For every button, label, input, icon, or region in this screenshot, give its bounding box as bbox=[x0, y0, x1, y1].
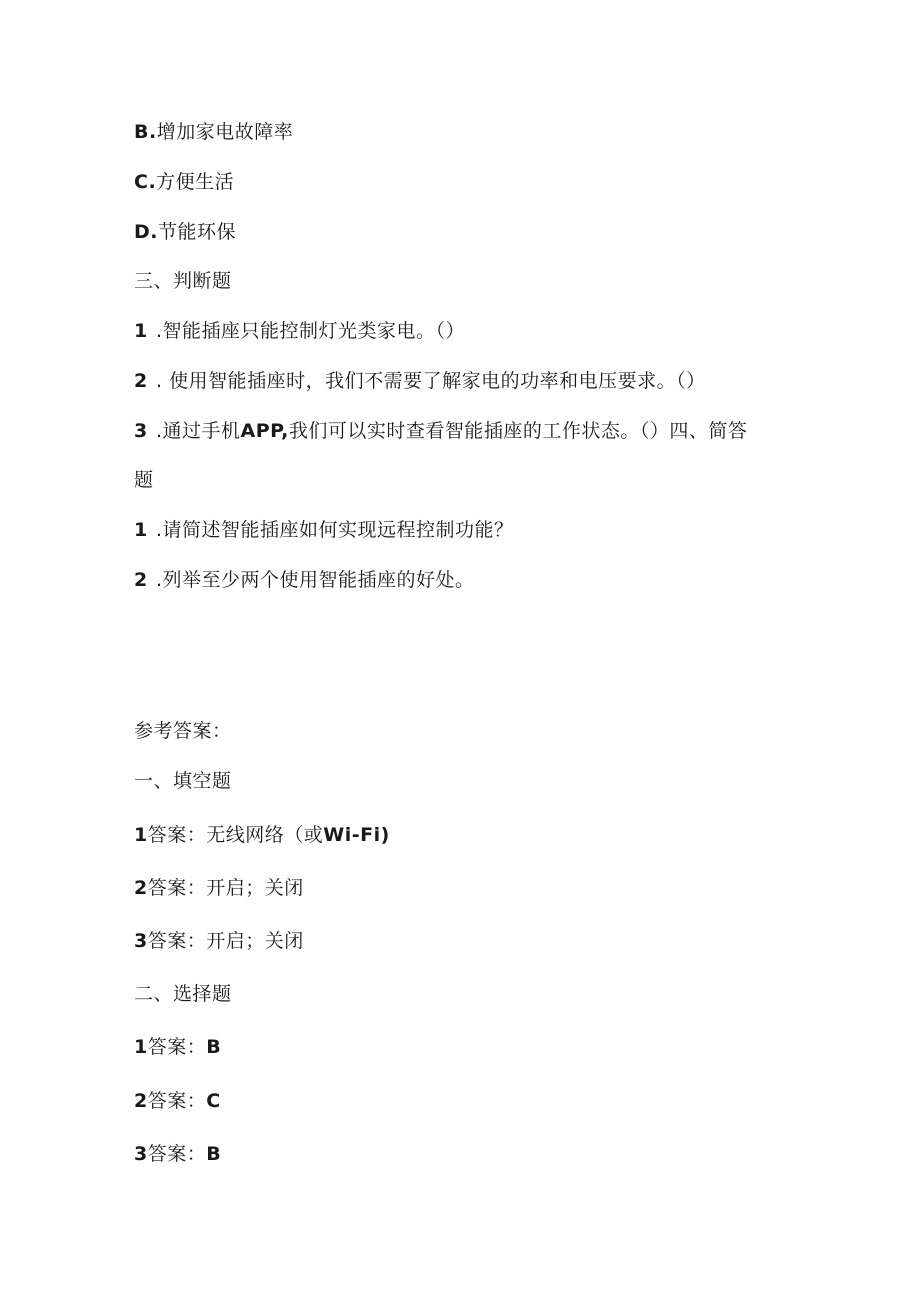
judgment-item-1 bbox=[134, 318, 465, 344]
answer-text: 开启；关闭 bbox=[206, 877, 304, 899]
judgment-item-3-continuation: 题 bbox=[134, 469, 154, 491]
item-number: 2 bbox=[134, 569, 148, 591]
choice-answer-3 bbox=[134, 1141, 221, 1167]
option-letter: D. bbox=[134, 221, 158, 243]
answer-number: 3 bbox=[134, 1143, 148, 1165]
item-text: . 使用智能插座时，我们不需要了解家电的功率和电压要求。（） bbox=[156, 370, 706, 392]
option-d bbox=[134, 219, 236, 245]
item-text: 我们可以实时查看智能插座的工作状态。（）四、简答 bbox=[288, 420, 748, 442]
answers-heading: 参考答案： bbox=[134, 720, 232, 742]
item-number: 1 bbox=[134, 519, 148, 541]
item-text: .请简述智能插座如何实现远程控制功能？ bbox=[156, 519, 514, 541]
choice-answer-2 bbox=[134, 1088, 221, 1114]
answer-label: 答案： bbox=[147, 1036, 207, 1058]
fill-answer-1 bbox=[134, 822, 390, 848]
answer-number: 1 bbox=[134, 1036, 148, 1058]
answer-text-bold: Wi-Fi) bbox=[323, 824, 390, 846]
judgment-item-3 bbox=[134, 418, 747, 444]
option-text: 方便生活 bbox=[156, 171, 235, 193]
short-answer-item-1 bbox=[134, 517, 514, 543]
option-b bbox=[134, 119, 293, 145]
fill-answer-2 bbox=[134, 875, 304, 901]
option-c bbox=[134, 169, 234, 195]
item-number: 1 bbox=[134, 320, 148, 342]
answer-number: 1 bbox=[134, 824, 148, 846]
item-text-bold: APP, bbox=[240, 420, 289, 442]
answer-label: 答案： bbox=[147, 930, 207, 952]
judgment-item-2 bbox=[134, 368, 706, 394]
answer-label: 答案： bbox=[147, 1090, 207, 1112]
section-heading-choice: 二、选择题 bbox=[134, 983, 232, 1005]
choice-answer-1 bbox=[134, 1034, 221, 1060]
fill-answer-3 bbox=[134, 928, 304, 954]
item-number: 3 bbox=[134, 420, 148, 442]
option-letter: C. bbox=[134, 171, 157, 193]
answer-number: 3 bbox=[134, 930, 148, 952]
option-text: 增加家电故障率 bbox=[156, 121, 294, 143]
option-letter: B. bbox=[134, 121, 157, 143]
answer-number: 2 bbox=[134, 877, 148, 899]
answer-value: C bbox=[206, 1090, 221, 1112]
section-heading-judgment: 三、判断题 bbox=[134, 270, 232, 292]
section-heading-fill-blank: 一、填空题 bbox=[134, 770, 232, 792]
item-number: 2 bbox=[134, 370, 148, 392]
answer-label: 答案： bbox=[147, 824, 207, 846]
answer-text: 无线网络（或 bbox=[206, 824, 324, 846]
answer-value: B bbox=[206, 1036, 222, 1058]
answer-value: B bbox=[206, 1143, 222, 1165]
short-answer-item-2 bbox=[134, 567, 475, 593]
answer-text: 开启；关闭 bbox=[206, 930, 304, 952]
answer-label: 答案： bbox=[147, 1143, 207, 1165]
item-text: .智能插座只能控制灯光类家电。（） bbox=[156, 320, 466, 342]
answer-label: 答案： bbox=[147, 877, 207, 899]
item-text: .通过手机 bbox=[156, 420, 241, 442]
item-text: .列举至少两个使用智能插座的好处。 bbox=[156, 569, 475, 591]
answer-number: 2 bbox=[134, 1090, 148, 1112]
option-text: 节能环保 bbox=[158, 221, 237, 243]
